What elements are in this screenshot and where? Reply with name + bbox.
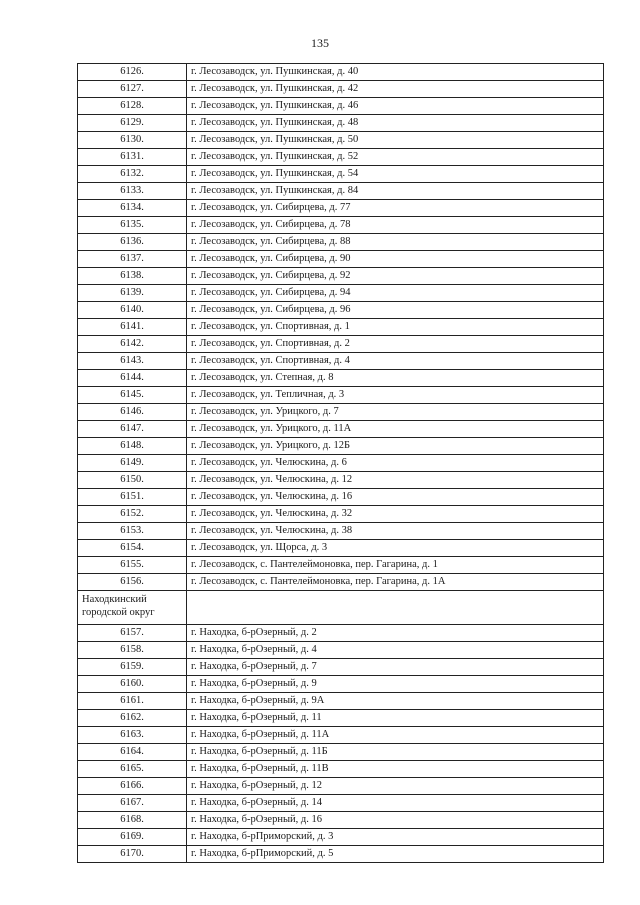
row-number: 6161. [78, 693, 187, 710]
row-number: 6153. [78, 523, 187, 540]
table-row [78, 421, 604, 438]
row-address: г. Находка, б-рОзерный, д. 12 [187, 778, 604, 795]
row-address: г. Лесозаводск, ул. Пушкинская, д. 52 [187, 149, 604, 166]
row-number: 6147. [78, 421, 187, 438]
table-row [78, 744, 604, 761]
table-row [78, 455, 604, 472]
table-row [78, 251, 604, 268]
row-number: 6156. [78, 574, 187, 591]
row-address: г. Лесозаводск, ул. Урицкого, д. 11А [187, 421, 604, 438]
row-address: г. Находка, б-рПриморский, д. 3 [187, 829, 604, 846]
row-number: 6152. [78, 506, 187, 523]
row-number: 6127. [78, 81, 187, 98]
row-address: г. Лесозаводск, ул. Тепличная, д. 3 [187, 387, 604, 404]
row-address: г. Лесозаводск, ул. Сибирцева, д. 96 [187, 302, 604, 319]
row-address: г. Находка, б-рОзерный, д. 4 [187, 642, 604, 659]
row-address: г. Находка, б-рОзерный, д. 16 [187, 812, 604, 829]
row-address: г. Лесозаводск, ул. Сибирцева, д. 88 [187, 234, 604, 251]
table-row [78, 217, 604, 234]
table-row [78, 81, 604, 98]
table-row [78, 676, 604, 693]
row-number: 6170. [78, 846, 187, 863]
table-row [78, 64, 604, 81]
row-number: 6169. [78, 829, 187, 846]
row-address: г. Находка, б-рОзерный, д. 9 [187, 676, 604, 693]
row-number: 6144. [78, 370, 187, 387]
row-address: г. Лесозаводск, ул. Сибирцева, д. 90 [187, 251, 604, 268]
row-number: 6162. [78, 710, 187, 727]
row-address: г. Находка, б-рОзерный, д. 9А [187, 693, 604, 710]
table-row [78, 404, 604, 421]
row-address: г. Лесозаводск, ул. Сибирцева, д. 92 [187, 268, 604, 285]
table-row [78, 115, 604, 132]
row-address: г. Лесозаводск, с. Пантелеймоновка, пер. Гагарина, д. 1 [187, 557, 604, 574]
row-number: 6167. [78, 795, 187, 812]
row-address: г. Находка, б-рОзерный, д. 2 [187, 625, 604, 642]
row-number: 6133. [78, 183, 187, 200]
table-row [78, 370, 604, 387]
table-row [78, 438, 604, 455]
row-address: г. Лесозаводск, ул. Пушкинская, д. 42 [187, 81, 604, 98]
row-number: 6151. [78, 489, 187, 506]
row-number: 6128. [78, 98, 187, 115]
row-address: г. Лесозаводск, ул. Степная, д. 8 [187, 370, 604, 387]
table-row [78, 387, 604, 404]
row-number: 6168. [78, 812, 187, 829]
table-row [78, 489, 604, 506]
row-number: 6154. [78, 540, 187, 557]
table-row [78, 472, 604, 489]
row-number: 6131. [78, 149, 187, 166]
table-row [78, 710, 604, 727]
table-row [78, 234, 604, 251]
row-number: 6165. [78, 761, 187, 778]
table-row [78, 693, 604, 710]
table-row [78, 625, 604, 642]
row-number: 6145. [78, 387, 187, 404]
row-address: г. Лесозаводск, с. Пантелеймоновка, пер. Гагарина, д. 1А [187, 574, 604, 591]
table-row [78, 659, 604, 676]
row-number: 6157. [78, 625, 187, 642]
table-row [78, 523, 604, 540]
row-address: г. Находка, б-рОзерный, д. 11 [187, 710, 604, 727]
row-address: г. Лесозаводск, ул. Спортивная, д. 2 [187, 336, 604, 353]
row-address: г. Находка, б-рПриморский, д. 5 [187, 846, 604, 863]
row-address: г. Лесозаводск, ул. Сибирцева, д. 94 [187, 285, 604, 302]
table-row [78, 285, 604, 302]
table-row [78, 540, 604, 557]
row-address: г. Лесозаводск, ул. Челюскина, д. 32 [187, 506, 604, 523]
row-number: 6132. [78, 166, 187, 183]
table-row [78, 506, 604, 523]
row-number: 6136. [78, 234, 187, 251]
table-row [78, 557, 604, 574]
row-number: 6164. [78, 744, 187, 761]
table-row [78, 727, 604, 744]
table-row [78, 353, 604, 370]
row-address: г. Находка, б-рОзерный, д. 7 [187, 659, 604, 676]
row-number: 6163. [78, 727, 187, 744]
table-row [78, 319, 604, 336]
table-row [78, 846, 604, 863]
row-address: г. Лесозаводск, ул. Челюскина, д. 38 [187, 523, 604, 540]
row-address: г. Находка, б-рОзерный, д. 14 [187, 795, 604, 812]
row-address: г. Лесозаводск, ул. Челюскина, д. 12 [187, 472, 604, 489]
row-address: г. Лесозаводск, ул. Сибирцева, д. 78 [187, 217, 604, 234]
row-number: 6148. [78, 438, 187, 455]
page-number: 135 [311, 36, 329, 50]
row-address: г. Находка, б-рОзерный, д. 11В [187, 761, 604, 778]
table-row [78, 574, 604, 591]
row-number: 6141. [78, 319, 187, 336]
row-number: 6146. [78, 404, 187, 421]
group-header-row [78, 591, 604, 625]
row-number: 6159. [78, 659, 187, 676]
row-number: 6138. [78, 268, 187, 285]
table-row [78, 268, 604, 285]
table-row [78, 149, 604, 166]
row-address: г. Лесозаводск, ул. Челюскина, д. 16 [187, 489, 604, 506]
row-number: 6143. [78, 353, 187, 370]
row-address: г. Лесозаводск, ул. Спортивная, д. 1 [187, 319, 604, 336]
row-number: 6150. [78, 472, 187, 489]
table-row [78, 795, 604, 812]
row-address: г. Лесозаводск, ул. Пушкинская, д. 84 [187, 183, 604, 200]
row-number: 6160. [78, 676, 187, 693]
row-address: г. Лесозаводск, ул. Пушкинская, д. 54 [187, 166, 604, 183]
group-empty-cell [187, 591, 604, 625]
row-number: 6149. [78, 455, 187, 472]
row-number: 6134. [78, 200, 187, 217]
row-address: г. Лесозаводск, ул. Пушкинская, д. 40 [187, 64, 604, 81]
row-address: г. Лесозаводск, ул. Щорса, д. 3 [187, 540, 604, 557]
row-number: 6139. [78, 285, 187, 302]
table-row [78, 761, 604, 778]
table-row [78, 336, 604, 353]
table-row [78, 98, 604, 115]
row-number: 6140. [78, 302, 187, 319]
table-row [78, 166, 604, 183]
table-row [78, 132, 604, 149]
row-address: г. Лесозаводск, ул. Пушкинская, д. 46 [187, 98, 604, 115]
address-table [77, 63, 604, 863]
table-row [78, 829, 604, 846]
table-row [78, 200, 604, 217]
row-address: г. Лесозаводск, ул. Урицкого, д. 7 [187, 404, 604, 421]
table-row [78, 302, 604, 319]
row-address: г. Лесозаводск, ул. Спортивная, д. 4 [187, 353, 604, 370]
row-number: 6142. [78, 336, 187, 353]
table-row [78, 642, 604, 659]
table-row [78, 778, 604, 795]
row-number: 6130. [78, 132, 187, 149]
row-number: 6166. [78, 778, 187, 795]
row-number: 6129. [78, 115, 187, 132]
table-row [78, 812, 604, 829]
row-address: г. Лесозаводск, ул. Пушкинская, д. 48 [187, 115, 604, 132]
table-row [78, 183, 604, 200]
row-number: 6137. [78, 251, 187, 268]
row-address: г. Лесозаводск, ул. Челюскина, д. 6 [187, 455, 604, 472]
row-address: г. Лесозаводск, ул. Сибирцева, д. 77 [187, 200, 604, 217]
row-number: 6155. [78, 557, 187, 574]
row-number: 6158. [78, 642, 187, 659]
row-address: г. Находка, б-рОзерный, д. 11А [187, 727, 604, 744]
row-address: г. Находка, б-рОзерный, д. 11Б [187, 744, 604, 761]
row-number: 6126. [78, 64, 187, 81]
row-number: 6135. [78, 217, 187, 234]
row-address: г. Лесозаводск, ул. Пушкинская, д. 50 [187, 132, 604, 149]
group-name: Находкинский городской округ [78, 591, 187, 625]
row-address: г. Лесозаводск, ул. Урицкого, д. 12Б [187, 438, 604, 455]
